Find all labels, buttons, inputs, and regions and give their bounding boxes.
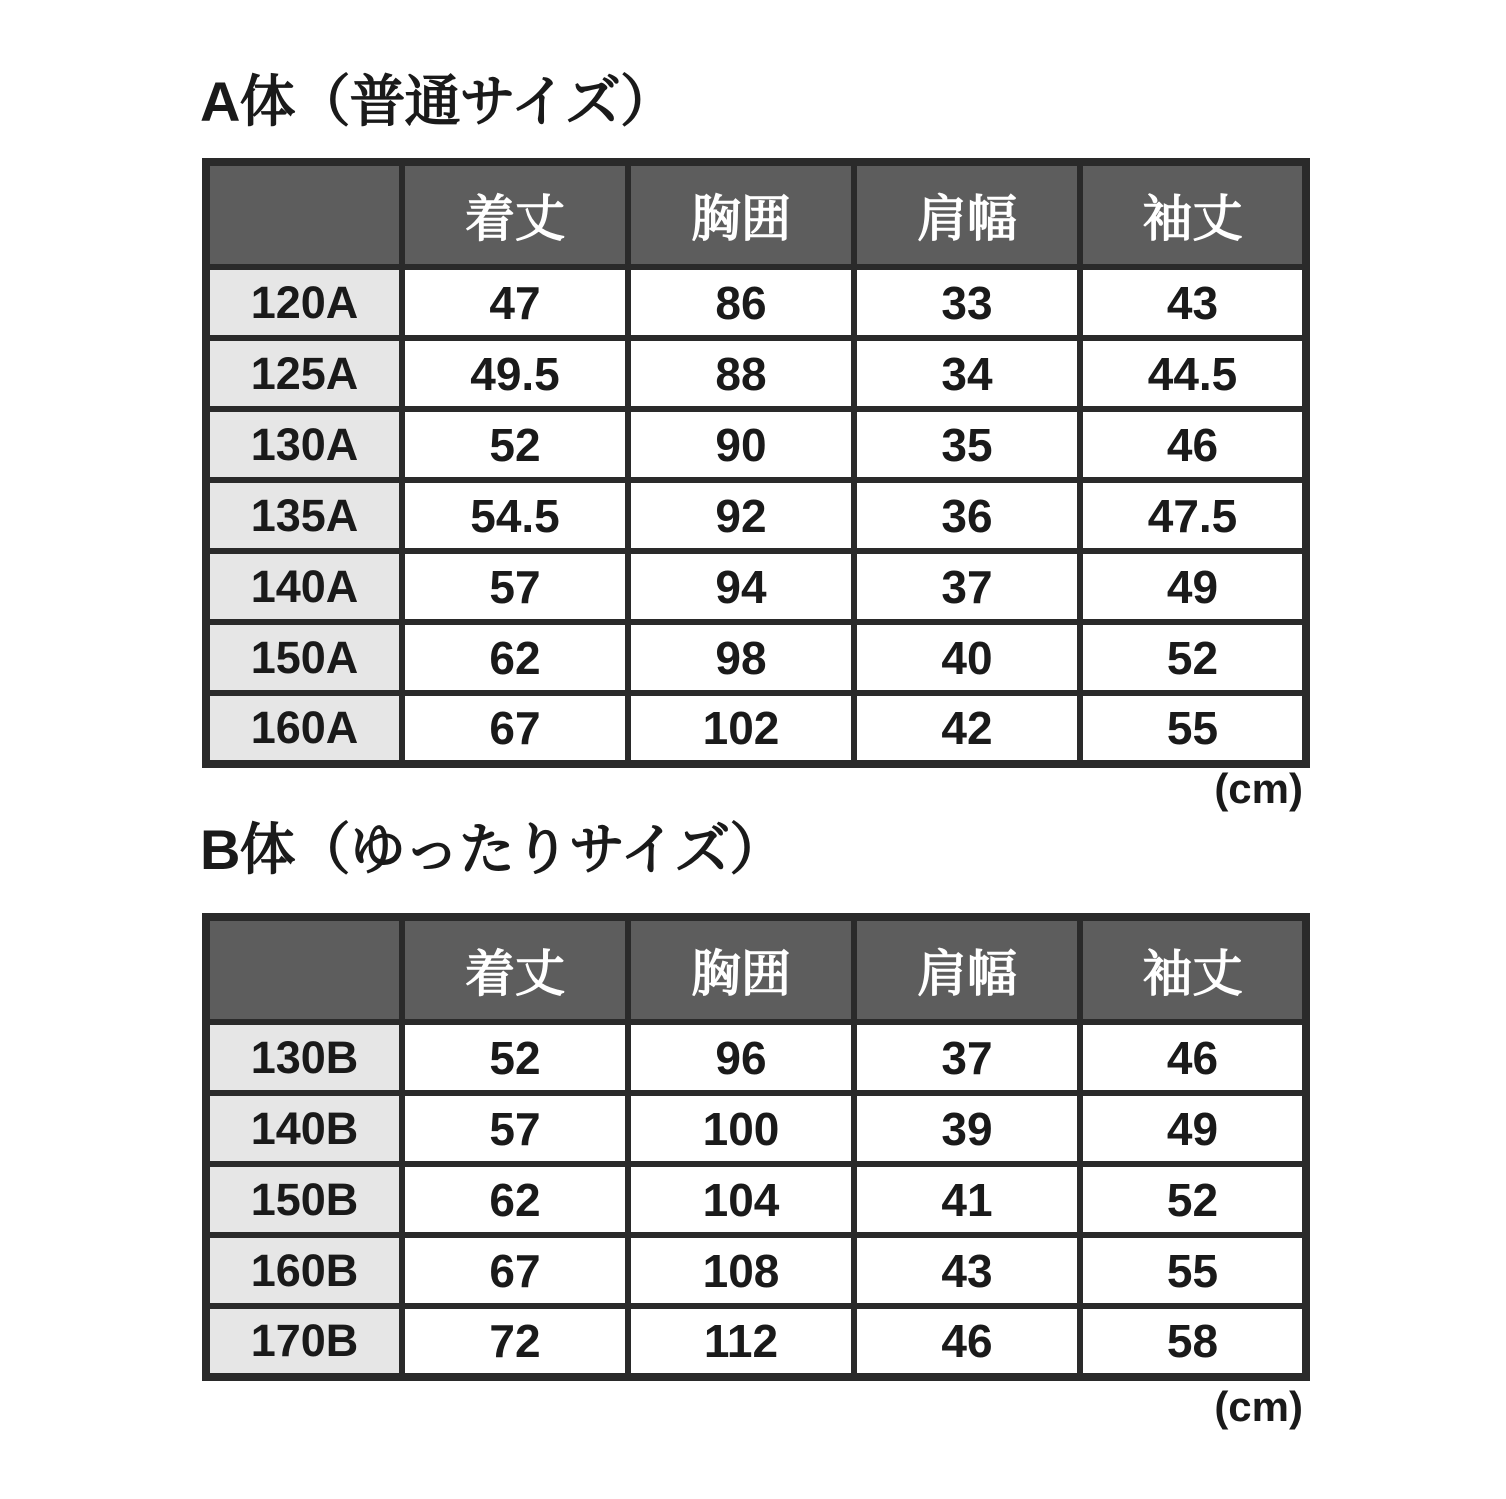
corner-cell bbox=[206, 917, 402, 1022]
value-cell: 92 bbox=[628, 480, 854, 551]
table-row bbox=[206, 693, 1306, 764]
header-row bbox=[206, 162, 1306, 267]
header-row bbox=[206, 917, 1306, 1022]
size-label: 140A bbox=[206, 551, 402, 622]
value-cell: 62 bbox=[402, 1164, 628, 1235]
unit-label: (cm) bbox=[1214, 765, 1303, 812]
value-cell: 37 bbox=[854, 1022, 1080, 1093]
size-label: 125A bbox=[206, 338, 402, 409]
column-header: 胸囲 bbox=[628, 917, 854, 1022]
value-cell: 33 bbox=[854, 267, 1080, 338]
value-cell: 57 bbox=[402, 551, 628, 622]
value-cell: 37 bbox=[854, 551, 1080, 622]
value-cell: 44.5 bbox=[1080, 338, 1306, 409]
size-table-a bbox=[202, 158, 1310, 768]
table-a-title: A体（普通サイズ） bbox=[200, 70, 675, 133]
table-row bbox=[206, 622, 1306, 693]
value-cell: 108 bbox=[628, 1235, 854, 1306]
value-cell: 112 bbox=[628, 1306, 854, 1377]
value-cell: 104 bbox=[628, 1164, 854, 1235]
table-row bbox=[206, 1093, 1306, 1164]
size-label: 160A bbox=[206, 693, 402, 764]
value-cell: 90 bbox=[628, 409, 854, 480]
column-header: 肩幅 bbox=[854, 162, 1080, 267]
size-label: 120A bbox=[206, 267, 402, 338]
table-row bbox=[206, 409, 1306, 480]
table-b-body bbox=[206, 1022, 1306, 1377]
value-cell: 55 bbox=[1080, 1235, 1306, 1306]
value-cell: 96 bbox=[628, 1022, 854, 1093]
value-cell: 98 bbox=[628, 622, 854, 693]
value-cell: 49 bbox=[1080, 1093, 1306, 1164]
size-label: 170B bbox=[206, 1306, 402, 1377]
value-cell: 58 bbox=[1080, 1306, 1306, 1377]
value-cell: 42 bbox=[854, 693, 1080, 764]
value-cell: 72 bbox=[402, 1306, 628, 1377]
value-cell: 47.5 bbox=[1080, 480, 1306, 551]
value-cell: 41 bbox=[854, 1164, 1080, 1235]
value-cell: 47 bbox=[402, 267, 628, 338]
value-cell: 102 bbox=[628, 693, 854, 764]
size-label: 160B bbox=[206, 1235, 402, 1306]
size-table-b bbox=[202, 913, 1310, 1381]
value-cell: 52 bbox=[1080, 1164, 1306, 1235]
column-header: 袖丈 bbox=[1080, 162, 1306, 267]
size-label: 135A bbox=[206, 480, 402, 551]
value-cell: 49 bbox=[1080, 551, 1306, 622]
value-cell: 46 bbox=[1080, 409, 1306, 480]
column-header: 着丈 bbox=[402, 917, 628, 1022]
table-row bbox=[206, 1164, 1306, 1235]
table-row bbox=[206, 480, 1306, 551]
column-header: 袖丈 bbox=[1080, 917, 1306, 1022]
table-row bbox=[206, 338, 1306, 409]
column-header: 胸囲 bbox=[628, 162, 854, 267]
value-cell: 55 bbox=[1080, 693, 1306, 764]
value-cell: 40 bbox=[854, 622, 1080, 693]
size-label: 130A bbox=[206, 409, 402, 480]
value-cell: 49.5 bbox=[402, 338, 628, 409]
value-cell: 100 bbox=[628, 1093, 854, 1164]
unit-label: (cm) bbox=[1214, 1383, 1303, 1430]
value-cell: 57 bbox=[402, 1093, 628, 1164]
size-label: 140B bbox=[206, 1093, 402, 1164]
table-row bbox=[206, 1235, 1306, 1306]
value-cell: 43 bbox=[1080, 267, 1306, 338]
value-cell: 67 bbox=[402, 693, 628, 764]
value-cell: 34 bbox=[854, 338, 1080, 409]
table-row bbox=[206, 1022, 1306, 1093]
value-cell: 46 bbox=[854, 1306, 1080, 1377]
value-cell: 88 bbox=[628, 338, 854, 409]
column-header: 肩幅 bbox=[854, 917, 1080, 1022]
value-cell: 52 bbox=[402, 1022, 628, 1093]
value-cell: 39 bbox=[854, 1093, 1080, 1164]
table-b-title: B体（ゆったりサイズ） bbox=[200, 818, 785, 881]
value-cell: 54.5 bbox=[402, 480, 628, 551]
size-label: 130B bbox=[206, 1022, 402, 1093]
table-row bbox=[206, 551, 1306, 622]
value-cell: 43 bbox=[854, 1235, 1080, 1306]
value-cell: 46 bbox=[1080, 1022, 1306, 1093]
size-label: 150A bbox=[206, 622, 402, 693]
value-cell: 35 bbox=[854, 409, 1080, 480]
value-cell: 94 bbox=[628, 551, 854, 622]
value-cell: 86 bbox=[628, 267, 854, 338]
table-a-body bbox=[206, 267, 1306, 764]
value-cell: 67 bbox=[402, 1235, 628, 1306]
value-cell: 52 bbox=[402, 409, 628, 480]
size-label: 150B bbox=[206, 1164, 402, 1235]
corner-cell bbox=[206, 162, 402, 267]
table-row bbox=[206, 1306, 1306, 1377]
value-cell: 52 bbox=[1080, 622, 1306, 693]
table-row bbox=[206, 267, 1306, 338]
value-cell: 36 bbox=[854, 480, 1080, 551]
column-header: 着丈 bbox=[402, 162, 628, 267]
value-cell: 62 bbox=[402, 622, 628, 693]
